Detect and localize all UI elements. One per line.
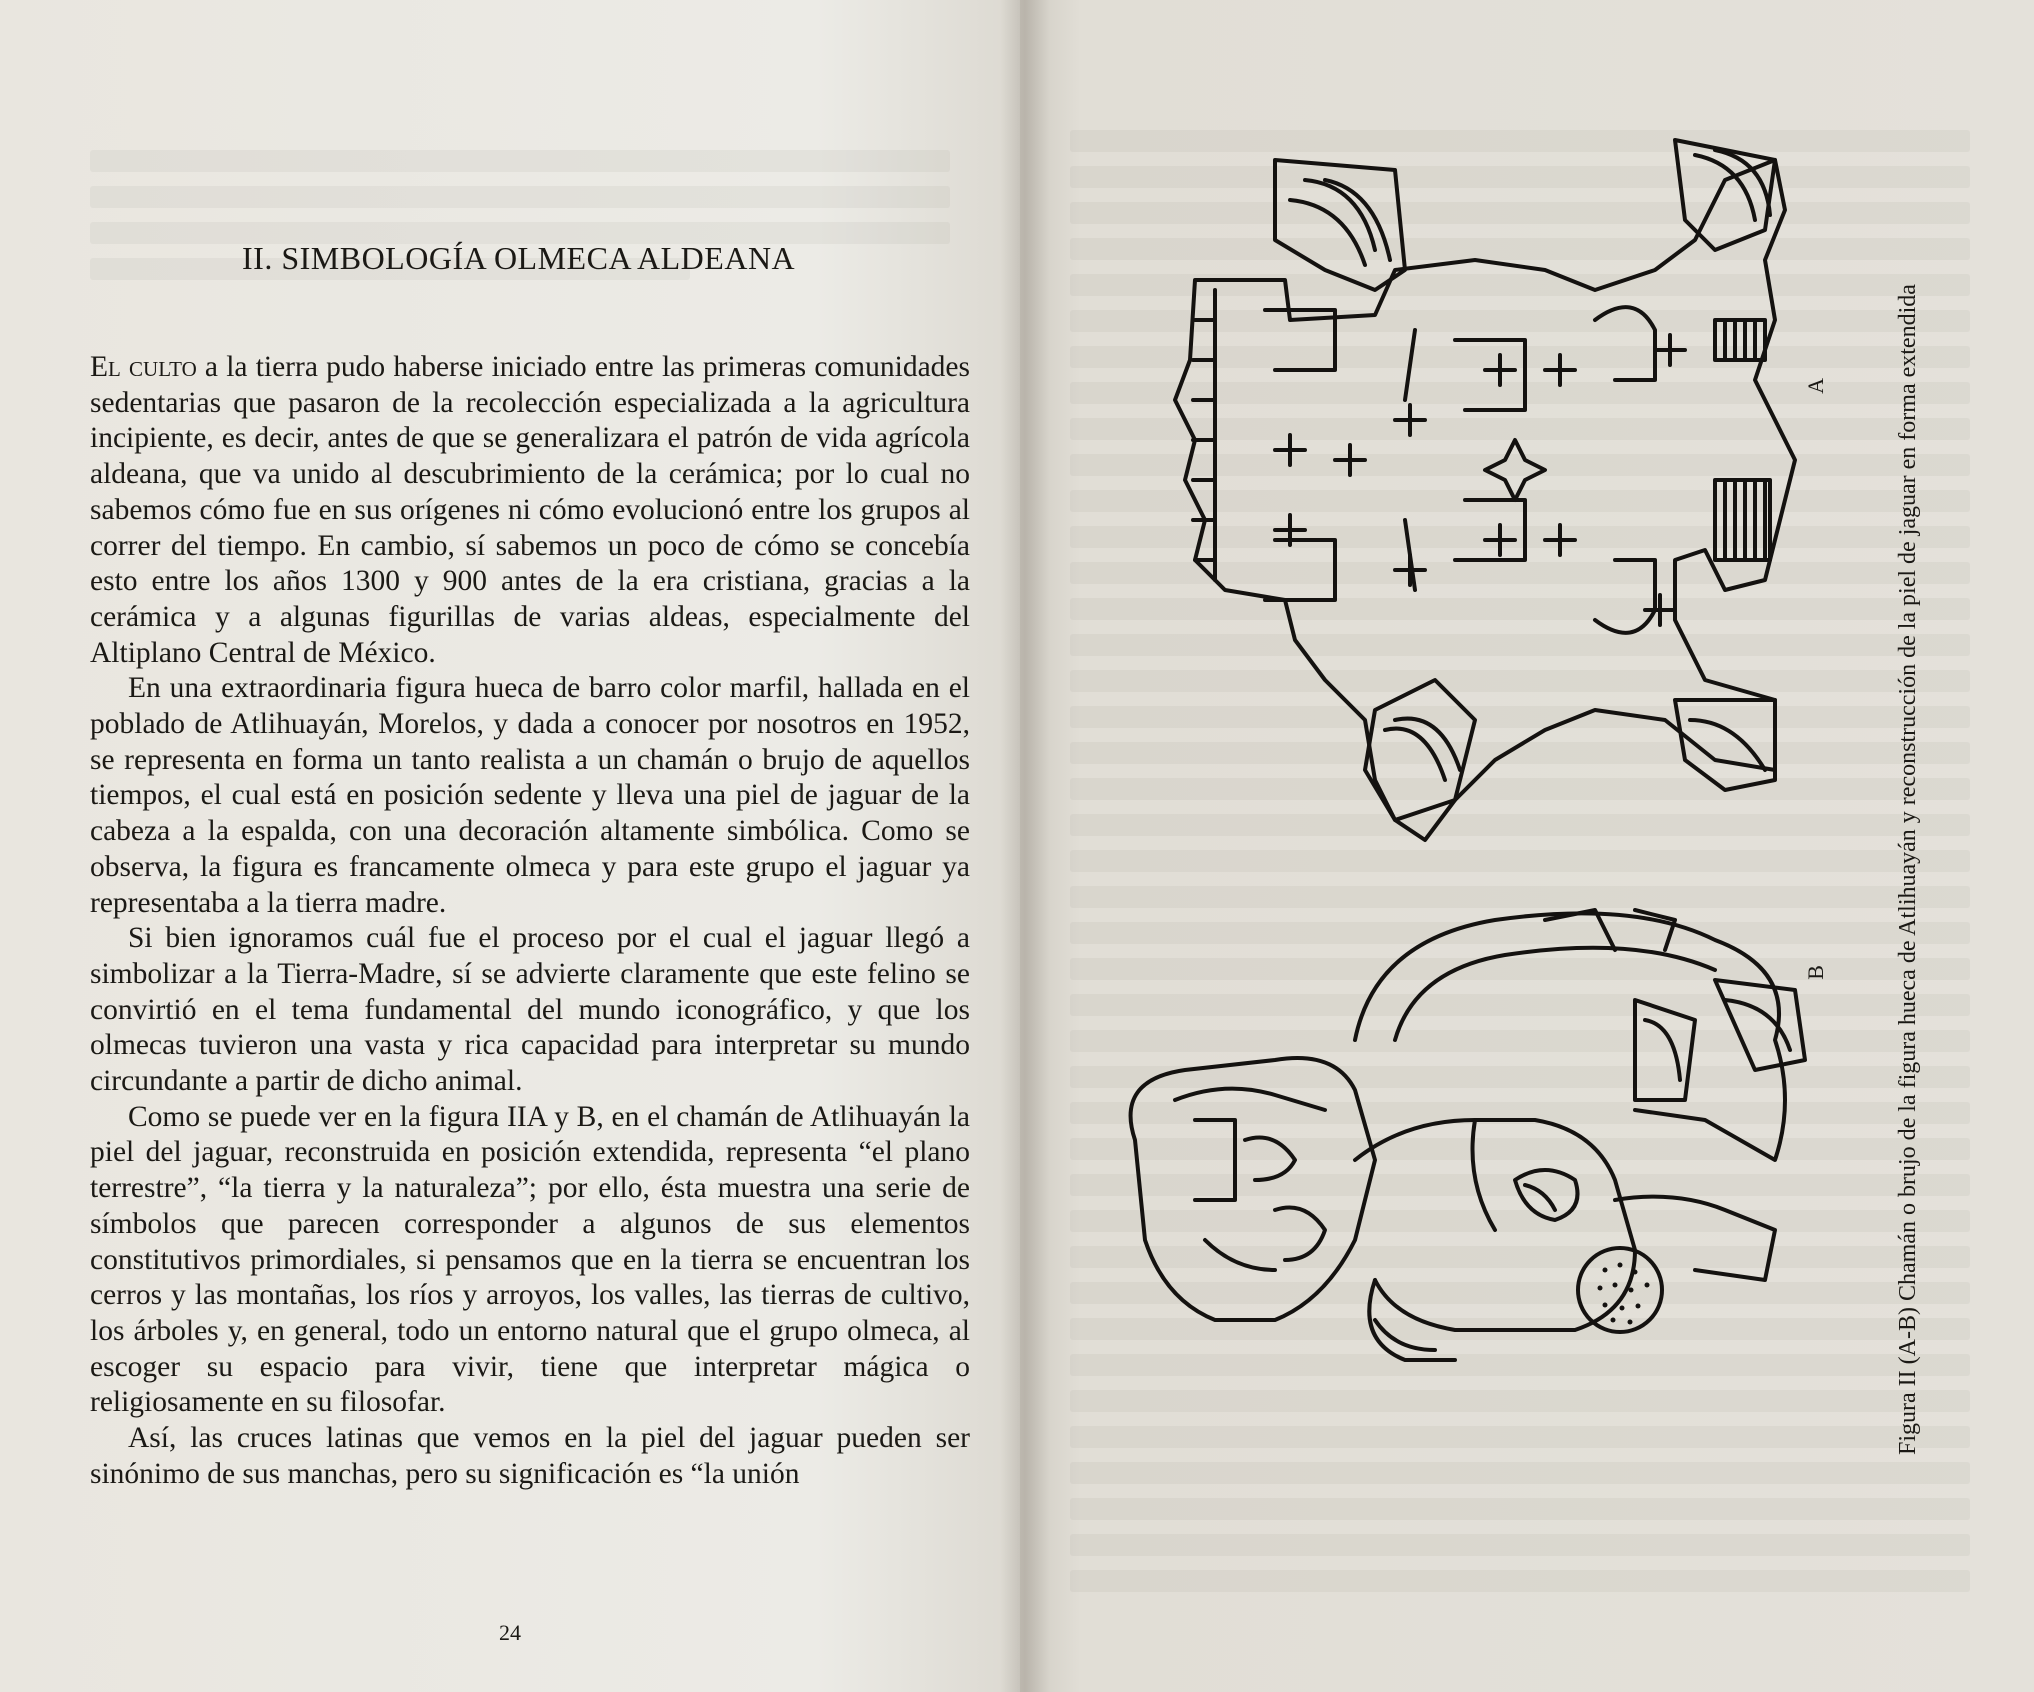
figure-ii-illustration — [1075, 120, 1865, 1460]
page-number: 24 — [499, 1620, 521, 1645]
paragraph-5: Así, las cruces latinas que vemos en la piel del jaguar pueden ser sinónimo de sus manchas, pero su significación es “la unión — [90, 1422, 970, 1490]
paragraph-3: Si bien ignoramos cuál fue el proceso por el cual el jaguar llegó a simbolizar a la Tierra-Madre, sí se advierte claramente que este felino se convirtió en el tema fundamental del mundo iconográfico, y que los olmecas tuvieron una vasta y rica capacidad para interpretar su mundo circundante a partir de dicho animal. — [90, 922, 970, 1098]
book-gutter — [1000, 0, 1050, 1692]
paragraph-4: Como se puede ver en la figura IIA y B, en el chamán de Atlihuayán la piel del jaguar, reconstruida en posición extendida, representa “el plano terrestre”, “la tierra y la naturaleza”; por ello, ésta muestra una serie de símbolos que parecen corresponder a algunos de sus elementos constitutivos primordiales, si pensamos que en la tierra se encuentran los cerros y las montañas, los ríos y arroyos, los valles, las tierras de cultivo, los árboles y, en general, todo un entorno natural que el grupo olmeca, al escoger su espacio para vivir, tiene que interpretar mágica o religiosamente en su filosofar. — [90, 1100, 970, 1419]
body-text — [90, 350, 970, 1493]
figure-label-a: A — [1803, 378, 1828, 394]
paragraph-2: En una extraordinaria figura hueca de barro color marfil, hallada en el poblado de Atlihuayán, Morelos, y dada a conocer por nosotros en 1952, se representa en forma un tanto realista a un chamán o brujo de aquellos tiempos, el cual está en posición sedente y lleva una piel de jaguar de la cabeza a la espalda, con una decoración altamente simbólica. Como se observa, la figura es francamente olmeca y para este grupo el jaguar ya representaba a la tierra madre. — [90, 672, 970, 919]
figure-caption: Figura II (A-B) Chamán o brujo de la figura hueca de Atlihuayán y reconstrucción de la piel de jaguar en forma extendida — [1895, 284, 1921, 1455]
paragraph-1-text: a la tierra pudo haberse iniciado entre las primeras comunidades sedentarias que pasaron de la recolección especializada a la agricultura incipiente, es decir, antes de que se generalizara el patrón de vida agrícola aldeana, que va unido al descubrimiento de la cerámica; por lo cual no sabemos cómo fue en sus orígenes ni cómo evolucionó entre los grupos al correr del tiempo. En cambio, sí sabemos un poco de cómo se concebía esto entre los años 1300 y 900 antes de la era cristiana, gracias a la cerámica y a algunas figurillas de varias aldeas, especialmente del Altiplano Central de México. — [90, 351, 970, 669]
paragraph-1 — [90, 350, 970, 671]
shaman-figure-drawing — [1131, 910, 1805, 1360]
jaguar-pelt-drawing — [1175, 140, 1795, 840]
figure-label-b: B — [1803, 965, 1828, 980]
lead-smallcaps: El culto — [90, 351, 197, 383]
chapter-title: II. SIMBOLOGÍA OLMECA ALDEANA — [242, 240, 796, 276]
